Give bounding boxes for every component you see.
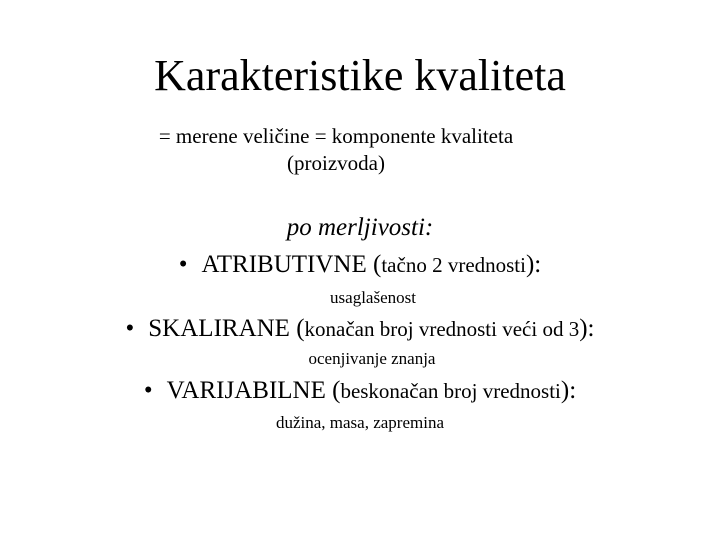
slide-title: Karakteristike kvaliteta xyxy=(154,51,566,100)
section-heading: po merljivosti: xyxy=(286,214,434,241)
item-paren-open: ( xyxy=(332,377,341,404)
bullet-item-atributivne xyxy=(0,252,720,277)
item-example: dužina, masa, zapremina xyxy=(275,413,445,432)
item-detail: konačan broj vrednosti veći od 3 xyxy=(304,317,580,341)
item-example: usaglašenost xyxy=(330,288,416,307)
subtitle-line-1: = merene veličine = komponente kvaliteta xyxy=(158,124,514,148)
item-detail: tačno 2 vrednosti xyxy=(381,253,526,277)
item-paren-close: ): xyxy=(525,251,542,278)
item-name: ATRIBUTIVNE xyxy=(201,251,367,278)
item-example: ocenjivanje znanja xyxy=(308,349,436,368)
bullet-icon: • xyxy=(143,377,153,404)
bullet-item-skalirane xyxy=(0,316,720,341)
bullet-icon: • xyxy=(178,251,188,278)
subtitle-line-2: (proizvoda) xyxy=(287,151,385,175)
item-paren-open: ( xyxy=(296,315,305,342)
item-name: SKALIRANE xyxy=(148,315,290,342)
item-name: VARIJABILNE xyxy=(166,377,326,404)
item-detail: beskonačan broj vrednosti xyxy=(340,379,561,403)
bullet-item-varijabilne xyxy=(0,378,720,403)
item-paren-open: ( xyxy=(373,251,382,278)
bullet-icon: • xyxy=(125,315,135,342)
item-paren-close: ): xyxy=(560,377,577,404)
item-paren-close: ): xyxy=(579,315,595,342)
